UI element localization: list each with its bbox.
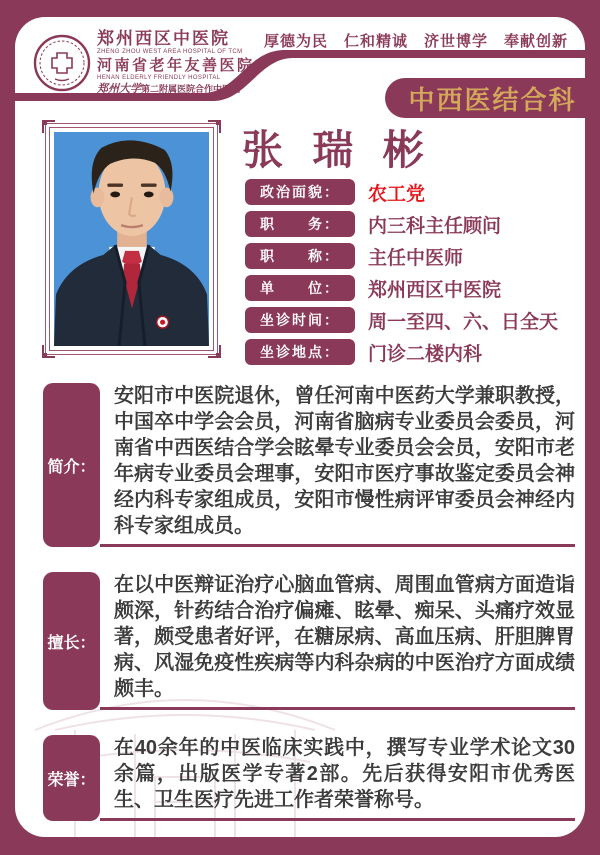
department-name: 中西医结合科	[408, 84, 577, 115]
doctor-portrait-image	[54, 132, 209, 346]
info-label-badge: 坐诊时间：	[245, 307, 355, 333]
section-introduction	[43, 383, 575, 547]
hospital-name2-en: HENAN ELDERLY FRIENDLY HOSPITAL	[97, 75, 221, 81]
hospital-affiliation	[97, 84, 255, 95]
info-value: 郑州西区中医院	[368, 279, 502, 301]
info-row-clinic-time	[245, 307, 575, 333]
doctor-photo	[49, 127, 214, 351]
info-row-political-status	[245, 179, 575, 205]
info-value: 主任中医师	[368, 247, 464, 269]
section-text: 在以中医辩证治疗心脑血管病、周围血管病方面造诣颇深，针药结合治疗偏瘫、眩晕、痴呆、头痛疗效显著，颇受患者好评，在糖尿病、高血压病、肝胆脾胃病、风湿免疫性疾病等内科杂病的中医治疗方面成绩颇丰。	[100, 572, 575, 710]
hospital-motto: 厚德为民 仁和精诚 济世博学 奉献创新	[263, 33, 568, 50]
section-label: 荣誉：	[43, 735, 100, 821]
profile-card	[15, 17, 585, 837]
frame-corner-ornament	[42, 345, 55, 358]
section-label: 擅长：	[43, 572, 100, 710]
section-label: 简介：	[43, 383, 100, 547]
info-value: 门诊二楼内科	[368, 343, 483, 365]
hospital-name2-cn: 河南省老年友善医院	[97, 57, 255, 74]
info-label-badge: 政治面貌：	[245, 179, 355, 205]
hospital-name-en: ZHENG ZHOU WEST AREA HOSPITAL OF TCM	[97, 49, 243, 55]
section-specialty	[43, 572, 575, 710]
info-label-badge: 职 务：	[245, 211, 355, 237]
info-value: 周一至四、六、日全天	[368, 311, 559, 333]
info-row-position	[245, 211, 575, 237]
info-label-badge: 职 称：	[245, 243, 355, 269]
doctor-name: 张 瑞 彬	[242, 127, 433, 173]
affiliation-university: 郑州大学	[97, 83, 141, 95]
section-text: 安阳市中医院退休，曾任河南中医药大学兼职教授，中国卒中学会会员，河南省脑病专业委员会委员，河南省中西医结合学会眩晕专业委员会会员，安阳市老年病专业委员会理事，安阳市医疗事故鉴定委员会神经内科专家组成员，安阳市慢性病评审委员会神经内科专家组成员。	[100, 383, 575, 547]
info-value: 农工党	[368, 183, 426, 205]
hospital-logo-block	[33, 30, 255, 95]
info-label-badge: 单 位：	[245, 275, 355, 301]
profile-sections	[43, 383, 575, 821]
info-row-clinic-location	[245, 339, 575, 365]
doctor-info-list	[245, 179, 575, 371]
hospital-seal-icon	[33, 34, 91, 92]
frame-corner-ornament	[208, 120, 221, 133]
doctor-photo-frame	[45, 123, 218, 355]
info-row-title	[245, 243, 575, 269]
hospital-name-cn: 郑州西区中医院	[97, 29, 230, 48]
frame-corner-ornament	[208, 345, 221, 358]
section-text: 在40余年的中医临床实践中，撰写专业学术论文30余篇，出版医学专著2部。先后获得安阳市优秀医生、卫生医疗先进工作者荣誉称号。	[100, 735, 575, 821]
department-banner	[385, 78, 585, 118]
info-label-badge: 坐诊地点：	[245, 339, 355, 365]
section-honors	[43, 735, 575, 821]
info-value: 内三科主任顾问	[368, 215, 502, 237]
affiliation-rest: 第二附属医院合作中医院	[141, 84, 241, 94]
frame-corner-ornament	[42, 120, 55, 133]
info-row-employer	[245, 275, 575, 301]
